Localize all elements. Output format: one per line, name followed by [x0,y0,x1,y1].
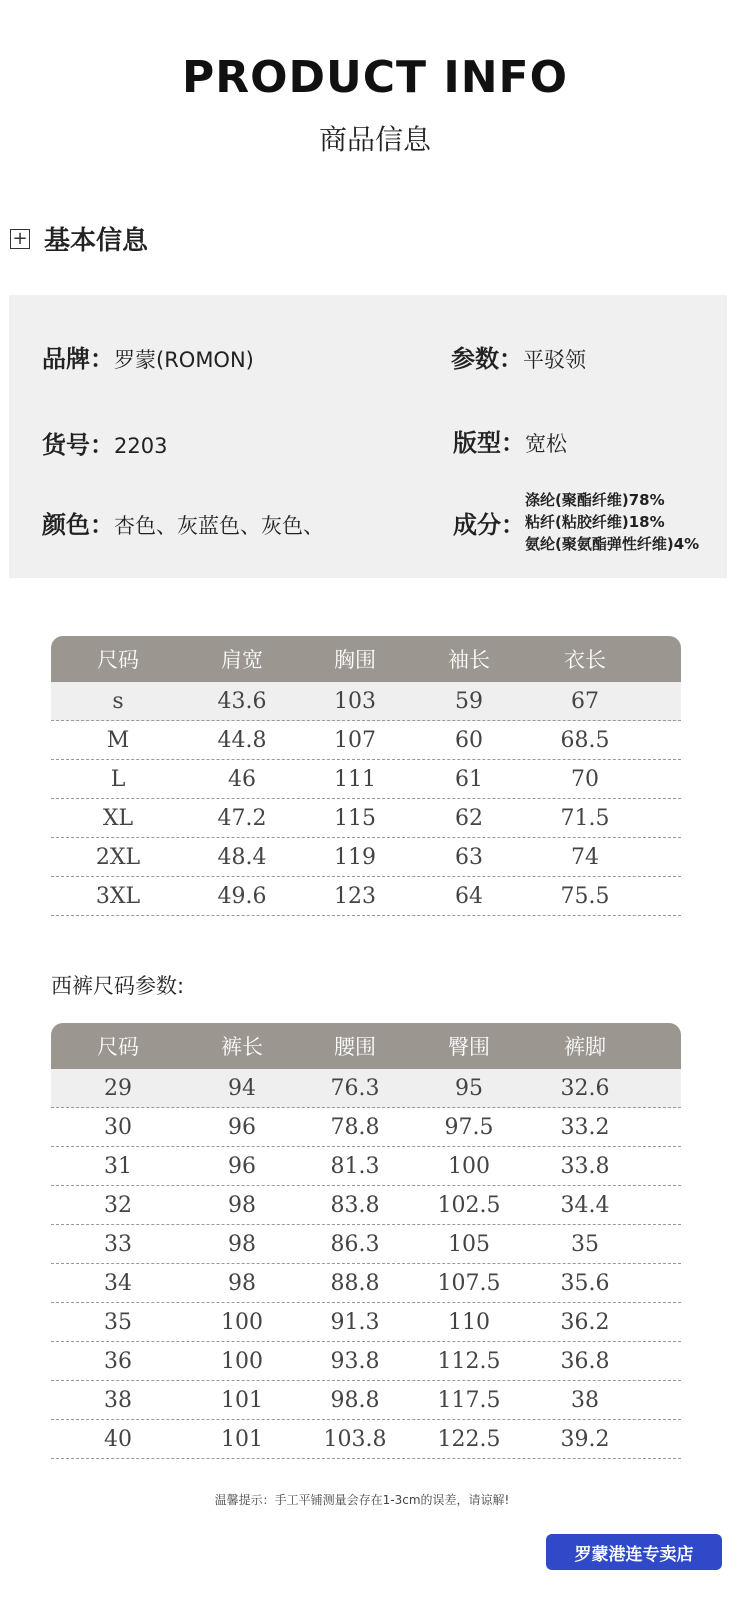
table-row [51,682,681,721]
table-row [51,1069,681,1108]
table-cell: XL [102,805,134,831]
jacket-size-table [51,636,681,916]
table-cell: 49.6 [217,883,267,909]
color-field [42,505,324,540]
header-cell: 裤长 [221,1035,263,1059]
table-cell: 35.6 [560,1270,610,1296]
table-cell: 101 [221,1387,263,1413]
table-cell: 63 [455,844,483,870]
table-cell: s [112,688,124,714]
store-badge[interactable]: 罗蒙港连专卖店 [546,1534,722,1570]
measurement-note: 温馨提示：手工平铺测量会存在1-3cm的误差，请谅解! [214,1493,510,1507]
table-cell: 97.5 [444,1114,494,1140]
table-cell: 64 [455,883,483,909]
table-cell: 96 [228,1153,256,1179]
composition-item: 涤纶(聚酯纤维)78% [525,491,665,509]
table-cell: 32 [104,1192,132,1218]
header-cell: 腰围 [334,1035,376,1059]
table-cell: 93.8 [330,1348,380,1374]
header-cell: 臀围 [448,1035,490,1059]
param-value: 平驳领 [523,348,586,372]
table-cell: 2XL [95,844,141,870]
table-cell: 36 [104,1348,132,1374]
table-cell: 35 [104,1309,132,1335]
item-no-label: 货号： [42,431,114,459]
table-cell: 33.8 [560,1153,610,1179]
table-cell: 40 [104,1426,132,1452]
page-title-cn: 商品信息 [318,123,431,156]
composition-field [453,489,699,555]
header-cell: 尺码 [97,648,139,672]
table-cell: 44.8 [217,727,267,753]
color-label: 颜色： [42,511,114,539]
table-cell: 38 [104,1387,132,1413]
header-cell: 衣长 [564,648,606,672]
fit-field [453,423,567,458]
table-cell: 29 [104,1075,132,1101]
table-cell: 33.2 [560,1114,610,1140]
table-cell: 111 [334,766,376,792]
table-cell: 98.8 [330,1387,380,1413]
header-cell: 胸围 [334,648,376,672]
table-cell: 31 [104,1153,132,1179]
table-header [51,1023,681,1069]
basic-info-header [10,220,148,257]
header-cell: 尺码 [97,1035,139,1059]
table-cell: 98 [228,1270,256,1296]
table-cell: 60 [455,727,483,753]
color-value: 杏色、灰蓝色、灰色、 [114,514,324,538]
table-cell: 36.8 [560,1348,610,1374]
table-cell: 47.2 [217,805,267,831]
table-row [51,1186,681,1225]
table-cell: 59 [455,688,483,714]
fit-label: 版型： [453,429,525,457]
table-cell: 119 [334,844,376,870]
composition-list [525,489,699,555]
table-cell: 103.8 [323,1426,387,1452]
table-cell: 43.6 [217,688,267,714]
composition-item: 氨纶(聚氨酯弹性纤维)4% [525,535,700,553]
table-cell: 112.5 [437,1348,501,1374]
table-cell: 30 [104,1114,132,1140]
table-cell: 105 [448,1231,490,1257]
table-cell: 94 [228,1075,256,1101]
table-cell: 36.2 [560,1309,610,1335]
table-cell: 35 [571,1231,599,1257]
table-cell: 117.5 [437,1387,501,1413]
table-row [51,838,681,877]
table-row [51,1303,681,1342]
item-no-field [42,425,167,460]
table-cell: 96 [228,1114,256,1140]
table-cell: 74 [571,844,599,870]
table-cell: 123 [334,883,376,909]
table-cell: 95 [455,1075,483,1101]
page-title-en: PRODUCT INFO [181,52,569,103]
table-cell: 61 [455,766,483,792]
table-row [51,1420,681,1459]
table-cell: M [106,727,130,753]
table-cell: 48.4 [217,844,267,870]
table-row [51,1225,681,1264]
table-cell: 102.5 [437,1192,501,1218]
table-cell: 98 [228,1192,256,1218]
pants-size-table [51,1023,681,1459]
param-label: 参数： [451,345,523,373]
table-row [51,1108,681,1147]
table-cell: 100 [448,1153,490,1179]
table-row [51,760,681,799]
table-cell: 98 [228,1231,256,1257]
table-cell: 100 [221,1309,263,1335]
table-cell: 101 [221,1426,263,1452]
table-row [51,1342,681,1381]
table-row [51,799,681,838]
composition-item: 粘纤(粘胶纤维)18% [525,513,665,531]
table-cell: 76.3 [330,1075,380,1101]
table-cell: 78.8 [330,1114,380,1140]
table-cell: 81.3 [330,1153,380,1179]
table-cell: 34.4 [560,1192,610,1218]
table-cell: 33 [104,1231,132,1257]
section-title: 基本信息 [44,226,149,256]
table-cell: 71.5 [560,805,610,831]
brand-value: 罗蒙(ROMON) [114,348,254,372]
table-cell: 67 [571,688,599,714]
item-no-value: 2203 [114,434,168,458]
table-cell: 68.5 [560,727,610,753]
table-cell: 107 [334,727,376,753]
pants-size-label: 西裤尺码参数: [51,974,185,998]
table-cell: 62 [455,805,483,831]
table-cell: 3XL [95,883,141,909]
table-cell: 91.3 [330,1309,380,1335]
table-row [51,1147,681,1186]
table-row [51,721,681,760]
table-cell: 39.2 [560,1426,610,1452]
table-cell: 103 [334,688,376,714]
table-cell: 110 [448,1309,490,1335]
table-cell: 86.3 [330,1231,380,1257]
table-row [51,877,681,916]
table-row [51,1264,681,1303]
plus-icon: + [10,229,30,249]
header-cell: 裤脚 [564,1035,606,1059]
table-cell: 46 [228,766,256,792]
composition-label: 成分： [453,510,525,539]
table-cell: 107.5 [437,1270,501,1296]
header-cell: 肩宽 [221,648,263,672]
table-cell: 83.8 [330,1192,380,1218]
table-cell: 122.5 [437,1426,501,1452]
table-cell: 115 [334,805,376,831]
table-cell: 70 [571,766,599,792]
basic-info-panel [9,295,727,578]
table-cell: L [110,766,126,792]
table-cell: 38 [571,1387,599,1413]
table-cell: 32.6 [560,1075,610,1101]
table-cell: 34 [104,1270,132,1296]
param-field [451,339,586,374]
table-cell: 88.8 [330,1270,380,1296]
header-cell: 袖长 [448,648,490,672]
brand-label: 品牌： [42,345,114,373]
table-row [51,1381,681,1420]
table-header [51,636,681,682]
brand-field [42,339,254,374]
fit-value: 宽松 [525,432,567,456]
table-cell: 100 [221,1348,263,1374]
table-cell: 75.5 [560,883,610,909]
